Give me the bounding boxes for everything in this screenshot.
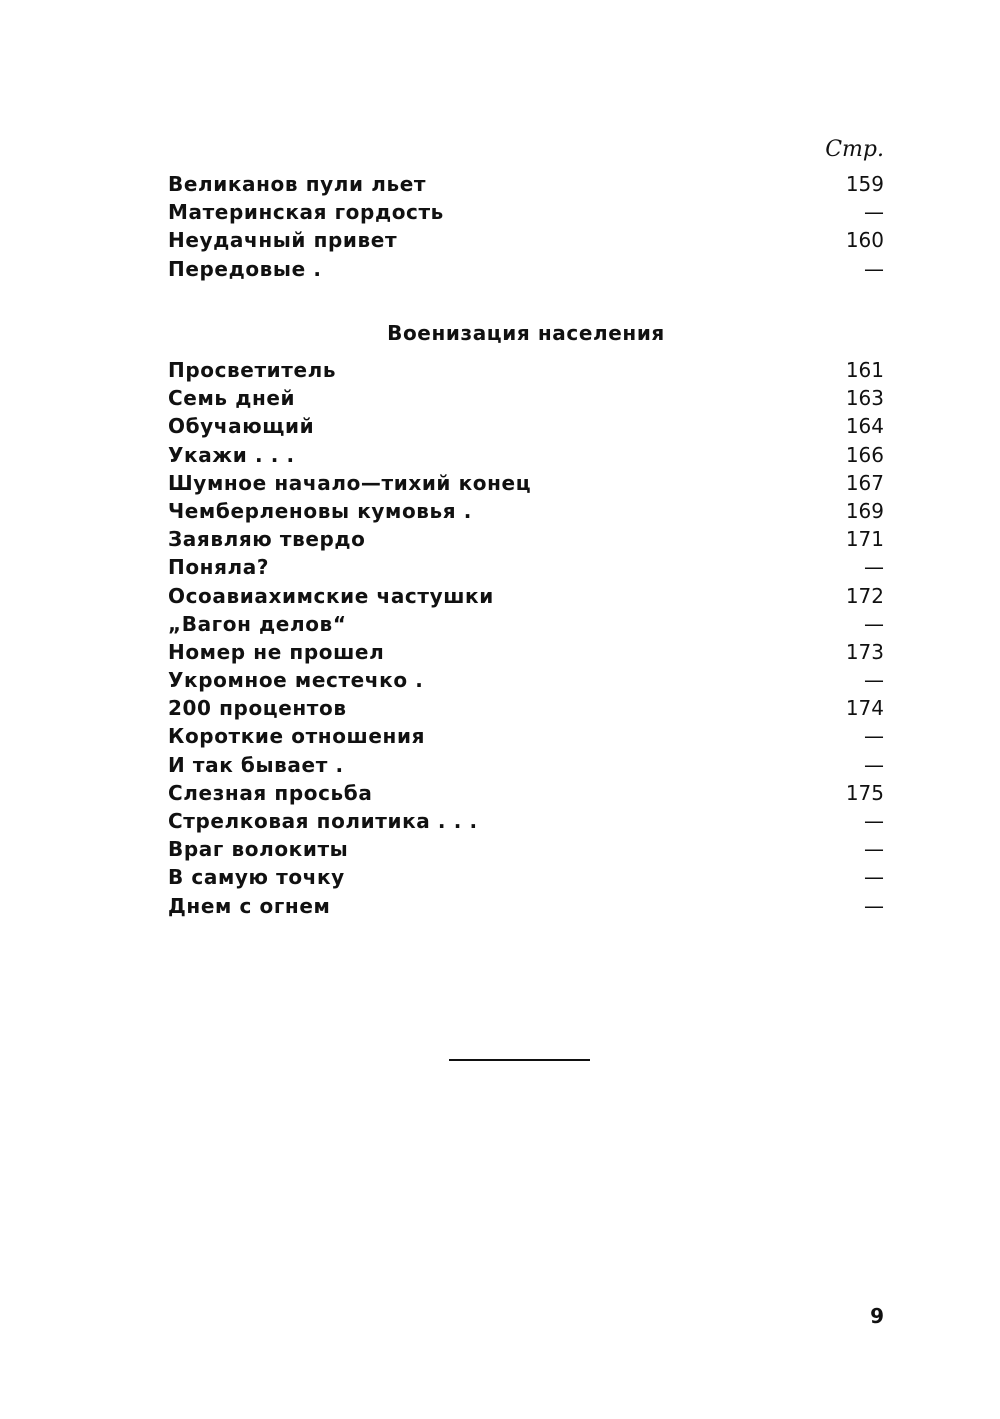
- page-column-header: Стр.: [825, 137, 884, 162]
- toc-entry-page: —: [864, 555, 884, 580]
- toc-entry-page: 160: [845, 228, 884, 253]
- toc-entry: [168, 358, 884, 386]
- toc-entry-title: Осоавиахимские частушки: [168, 583, 494, 608]
- toc-entry-title: Обучающий: [168, 414, 315, 439]
- toc-entry-title: Заявляю твердо: [168, 527, 366, 552]
- toc-entry-title: В самую точку: [168, 865, 345, 890]
- toc-entry-title: Передовые .: [168, 256, 322, 281]
- toc-entry-title: 200 процентов: [168, 696, 347, 721]
- end-rule-divider: [449, 1059, 590, 1061]
- toc-entry: [168, 612, 884, 640]
- toc-entry-title: Враг волокиты: [168, 837, 349, 862]
- toc-entry-page: —: [864, 256, 884, 281]
- toc-entry: [168, 443, 884, 471]
- toc-entry-title: Слезная просьба: [168, 780, 373, 805]
- toc-entry-title: Семь дней: [168, 386, 296, 411]
- toc-entry: [168, 640, 884, 668]
- toc-entry-page: 164: [845, 414, 884, 439]
- toc-entry: [168, 200, 884, 228]
- toc-entry: [168, 386, 884, 414]
- toc-entry-page: —: [864, 200, 884, 225]
- toc-entry-page: —: [864, 752, 884, 777]
- toc-entry-title: И так бывает .: [168, 752, 344, 777]
- toc-entry-title: „Вагон делов“: [168, 611, 347, 636]
- toc-entry-page: —: [864, 724, 884, 749]
- section-heading: Военизация населения: [387, 321, 665, 345]
- toc-entry-page: 171: [845, 527, 884, 552]
- toc-list-section: [168, 358, 884, 922]
- toc-entry-page: 173: [845, 639, 884, 664]
- toc-entry-page: —: [864, 837, 884, 862]
- toc-entry-title: Материнская гордость: [168, 200, 444, 225]
- toc-entry: [168, 865, 884, 893]
- toc-entry: [168, 724, 884, 752]
- toc-entry: [168, 499, 884, 527]
- toc-list-top: [168, 172, 884, 285]
- toc-entry-page: 166: [845, 442, 884, 467]
- toc-entry: [168, 257, 884, 285]
- toc-entry-title: Короткие отношения: [168, 724, 426, 749]
- page-number: 9: [870, 1304, 884, 1328]
- toc-entry: [168, 172, 884, 200]
- toc-entry: [168, 753, 884, 781]
- toc-entry-page: 163: [845, 386, 884, 411]
- toc-entry-title: Номер не прошел: [168, 639, 385, 664]
- toc-entry: [168, 809, 884, 837]
- toc-entry-title: Укромное местечко .: [168, 668, 424, 693]
- toc-entry: [168, 584, 884, 612]
- toc-entry-page: 159: [845, 172, 884, 196]
- toc-entry: [168, 781, 884, 809]
- toc-entry-title: Чемберленовы кумовья .: [168, 498, 473, 523]
- toc-entry: [168, 696, 884, 724]
- toc-entry-page: 167: [845, 470, 884, 495]
- toc-entry: [168, 228, 884, 256]
- toc-entry: [168, 527, 884, 555]
- toc-entry: [168, 837, 884, 865]
- toc-entry-page: 169: [845, 498, 884, 523]
- toc-entry-title: Поняла?: [168, 555, 270, 580]
- toc-entry-page: 161: [845, 358, 884, 382]
- toc-entry-page: —: [864, 865, 884, 890]
- toc-entry-title: Стрелковая политика . . .: [168, 809, 478, 833]
- toc-entry-title: Неудачный привет: [168, 228, 398, 253]
- toc-entry-page: 175: [845, 780, 884, 805]
- toc-entry-title: Великанов пули льет: [168, 172, 427, 196]
- toc-entry-page: —: [864, 809, 884, 833]
- toc-entry: [168, 414, 884, 442]
- toc-entry-title: Укажи . . .: [168, 442, 295, 467]
- toc-entry-page: —: [864, 668, 884, 693]
- toc-entry-page: 172: [845, 583, 884, 608]
- toc-entry-page: 174: [845, 696, 884, 721]
- toc-entry-title: Днем с огнем: [168, 893, 331, 918]
- toc-entry-title: Просветитель: [168, 358, 337, 382]
- toc-entry-page: —: [864, 893, 884, 918]
- toc-entry: [168, 471, 884, 499]
- toc-entry: [168, 668, 884, 696]
- toc-entry-page: —: [864, 611, 884, 636]
- toc-entry: [168, 894, 884, 922]
- toc-entry-title: Шумное начало—тихий конец: [168, 470, 532, 495]
- toc-entry: [168, 555, 884, 583]
